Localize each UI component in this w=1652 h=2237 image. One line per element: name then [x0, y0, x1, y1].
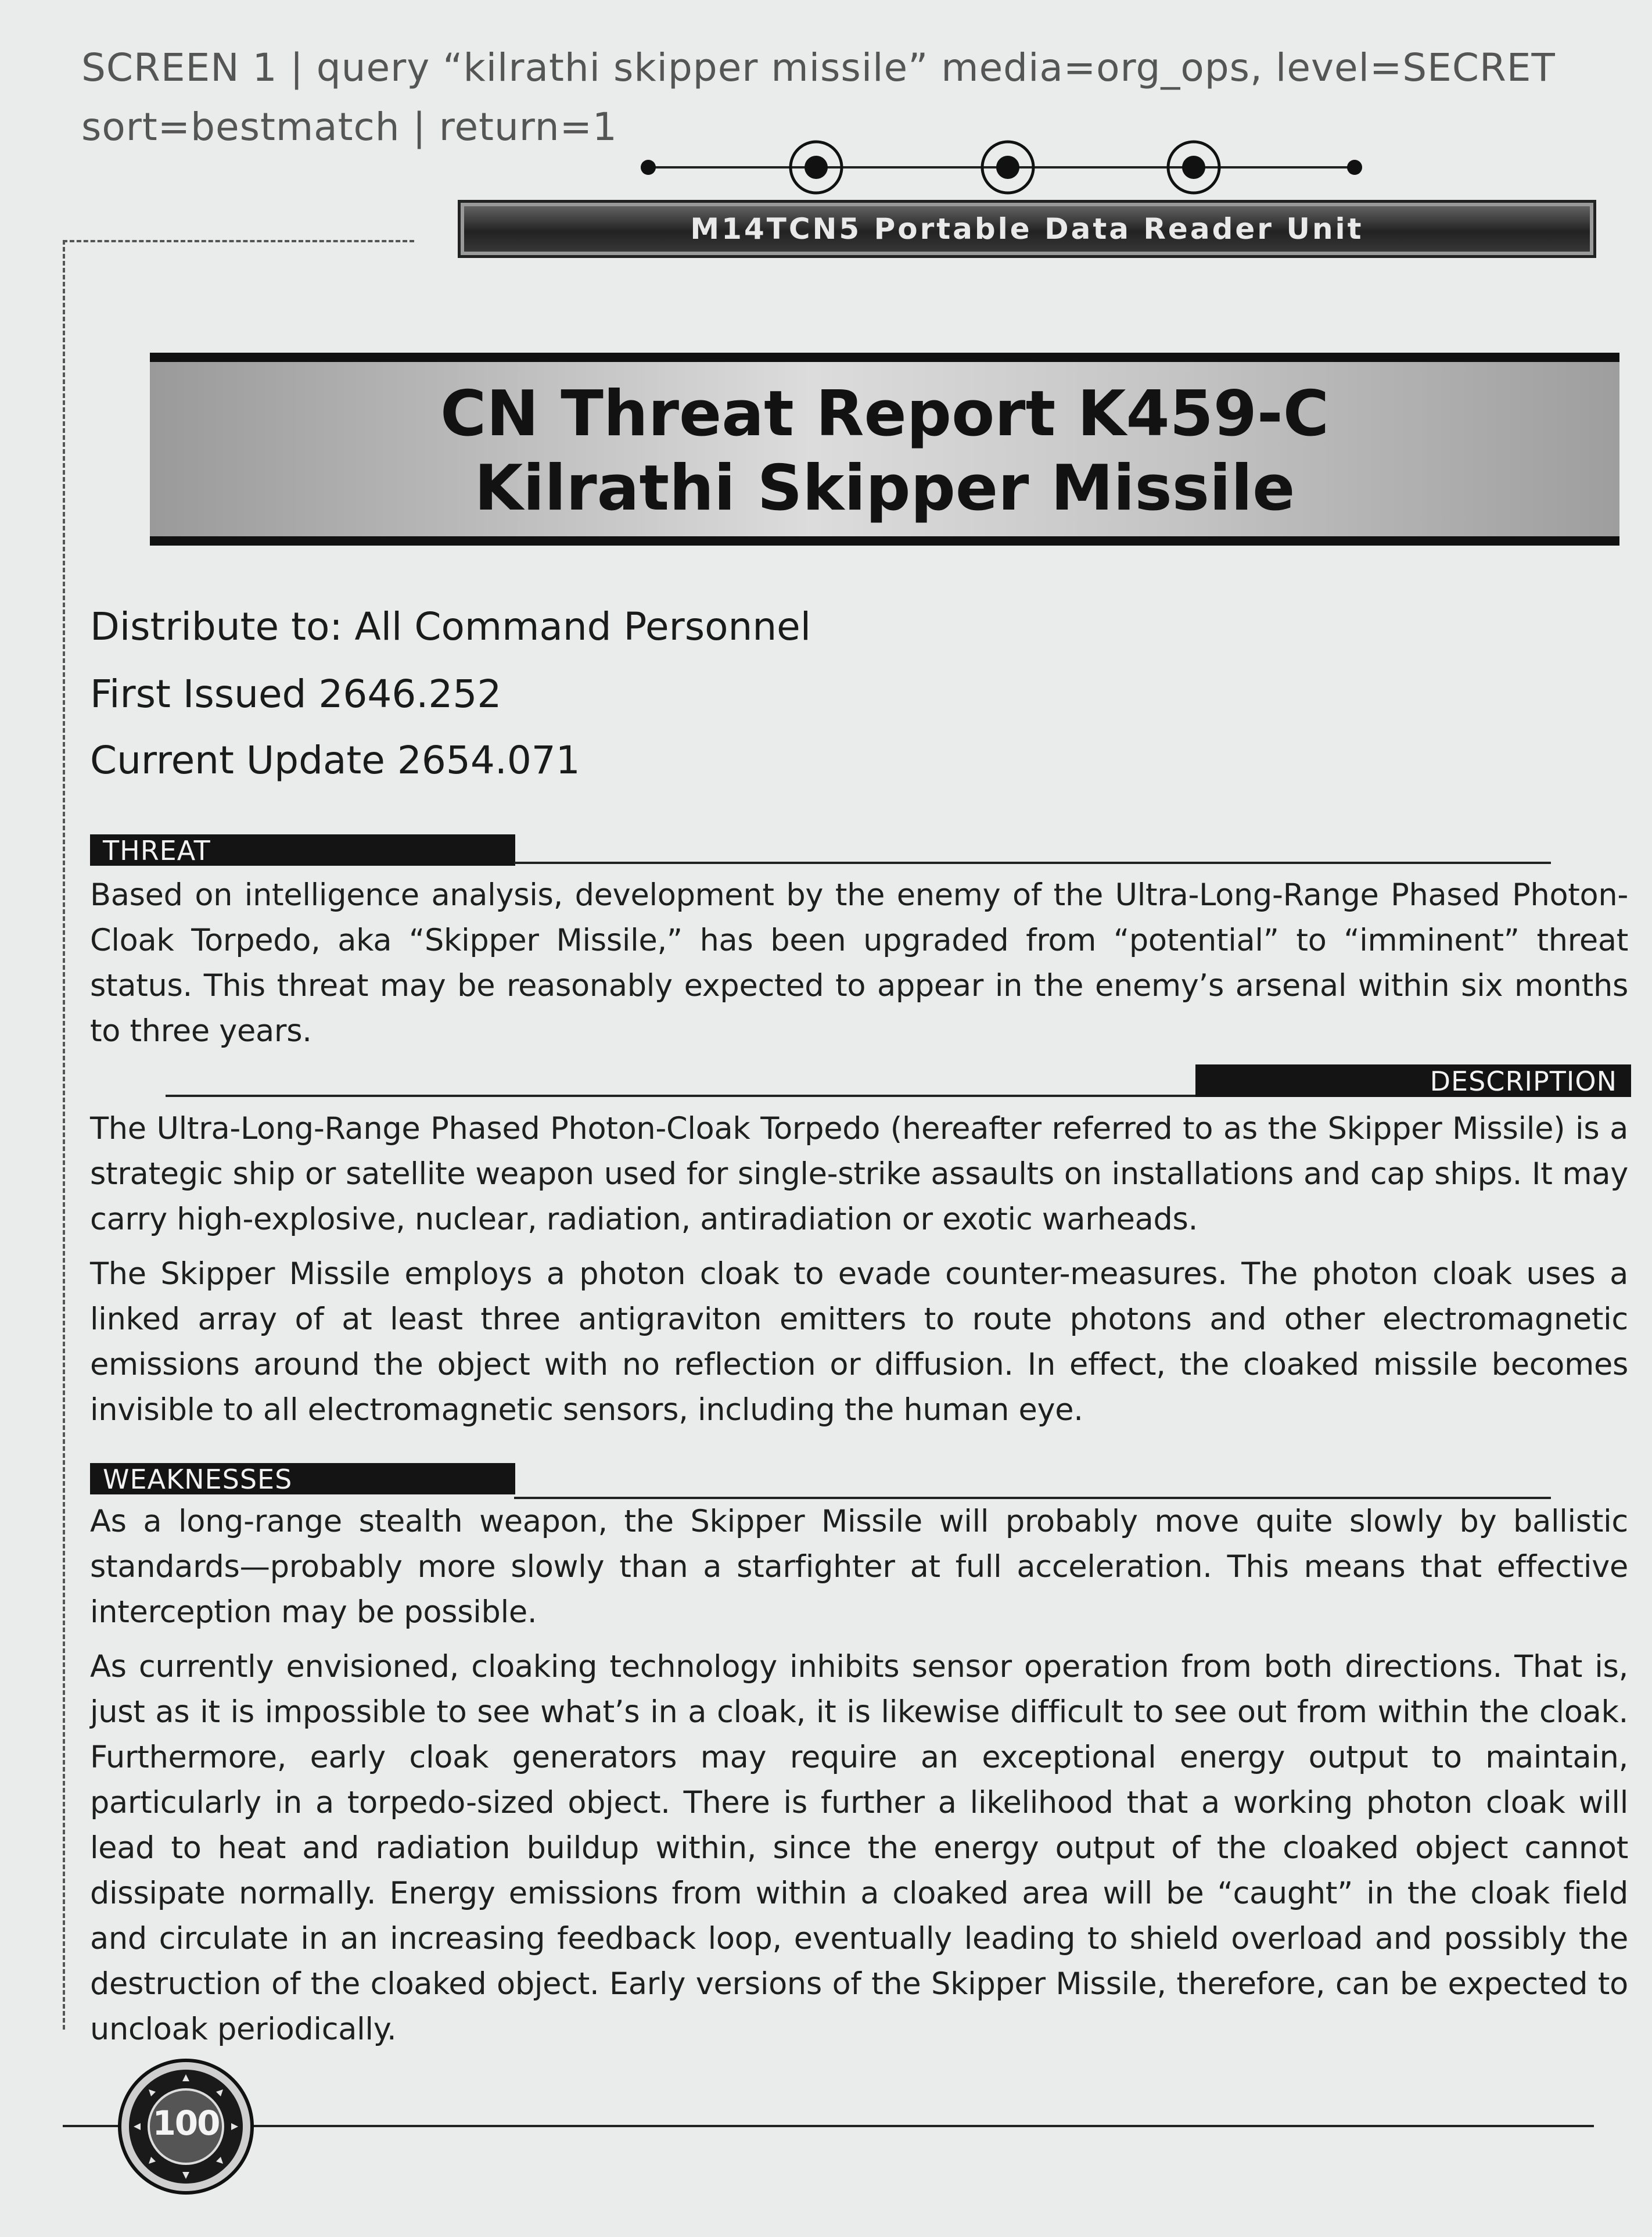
section-heading-threat: THREAT [90, 834, 515, 866]
description-paragraph-2: The Skipper Missile employs a photon cloak to evade counter-measures. The photon cloak uses a linked array of at least three antigraviton emitters to route photons and other electromagnetic emissions around the object with no reflection or diffusion. In effect, the cloaked missile becomes invisible to all electromagnetic sensors, including the human eye. [90, 1256, 1628, 1428]
report-title: CN Threat Report K459-C [440, 378, 1330, 450]
section-rule-description [166, 1095, 1197, 1097]
dashed-frame-left [63, 240, 65, 2030]
current-update-line: Current Update 2654.071 [90, 738, 580, 783]
first-issued-line: First Issued 2646.252 [90, 672, 502, 716]
chain-endpoint-left [641, 160, 656, 175]
query-sort-line: sort=bestmatch | return=1 [81, 105, 617, 149]
description-paragraph-1: The Ultra-Long-Range Phased Photon-Cloak Torpedo (hereafter referred to as the Skipper Missile) is a strategic ship or satellite weapon used for single-strike assaults on installations and cap ships. It may carry high-explosive, nuclear, radiation, antiradiation or exotic warheads. [90, 1111, 1628, 1237]
chain-endpoint-right [1347, 160, 1362, 175]
report-subtitle: Kilrathi Skipper Missile [474, 452, 1295, 525]
weaknesses-paragraph-2: As currently envisioned, cloaking technology inhibits sensor operation from both directions. That is, just as it is impossible to see what’s in a cloak, it is likewise difficult to see out from within the cloak. Furthermore, early cloak generators may require an exceptional energy output to maintain, particularly in a torpedo-sized object. There is further a likelihood that a working photon cloak will lead to heat and radiation buildup within, since the energy output of the cloaked object cannot dissipate normally. Energy emissions from within a cloaked area will be “caught” in the cloak field and circulate in an increasing feedback loop, eventually leading to shield overload and possibly the destruction of the cloaked object. Early versions of the Skipper Missile, therefore, can be expected to uncloak periodically. [90, 1649, 1628, 2047]
reader-unit-banner: M14TCN5 Portable Data Reader Unit [458, 200, 1596, 258]
section-heading-description: DESCRIPTION [1195, 1064, 1631, 1097]
page-number: 100 [152, 2103, 220, 2143]
section-heading-weaknesses: WEAKNESSES [90, 1463, 515, 1494]
report-title-block [150, 353, 1619, 546]
distribution-line: Distribute to: All Command Personnel [90, 604, 811, 649]
threat-paragraph: Based on intelligence analysis, development by the enemy of the Ultra-Long-Range Phased Photon-Cloak Torpedo, aka “Skipper Missile,” has been upgraded from “potential” to “imminent” threat status. This threat may be reasonably expected to appear in the enemy’s arsenal within six months to three years. [90, 877, 1628, 1049]
dashed-frame-top [63, 240, 414, 242]
node-chain-graphic [627, 134, 1382, 198]
footer-rule [63, 2125, 1594, 2127]
query-header-line: SCREEN 1 | query “kilrathi skipper missile” media=org_ops, level=SECRET [81, 45, 1556, 90]
weaknesses-paragraph-1: As a long-range stealth weapon, the Skipper Missile will probably move quite slowly by ballistic standards—probably more slowly than a starfighter at full acceleration. This means that effective interception may be possible. [90, 1504, 1628, 1630]
section-rule-threat [514, 862, 1551, 864]
